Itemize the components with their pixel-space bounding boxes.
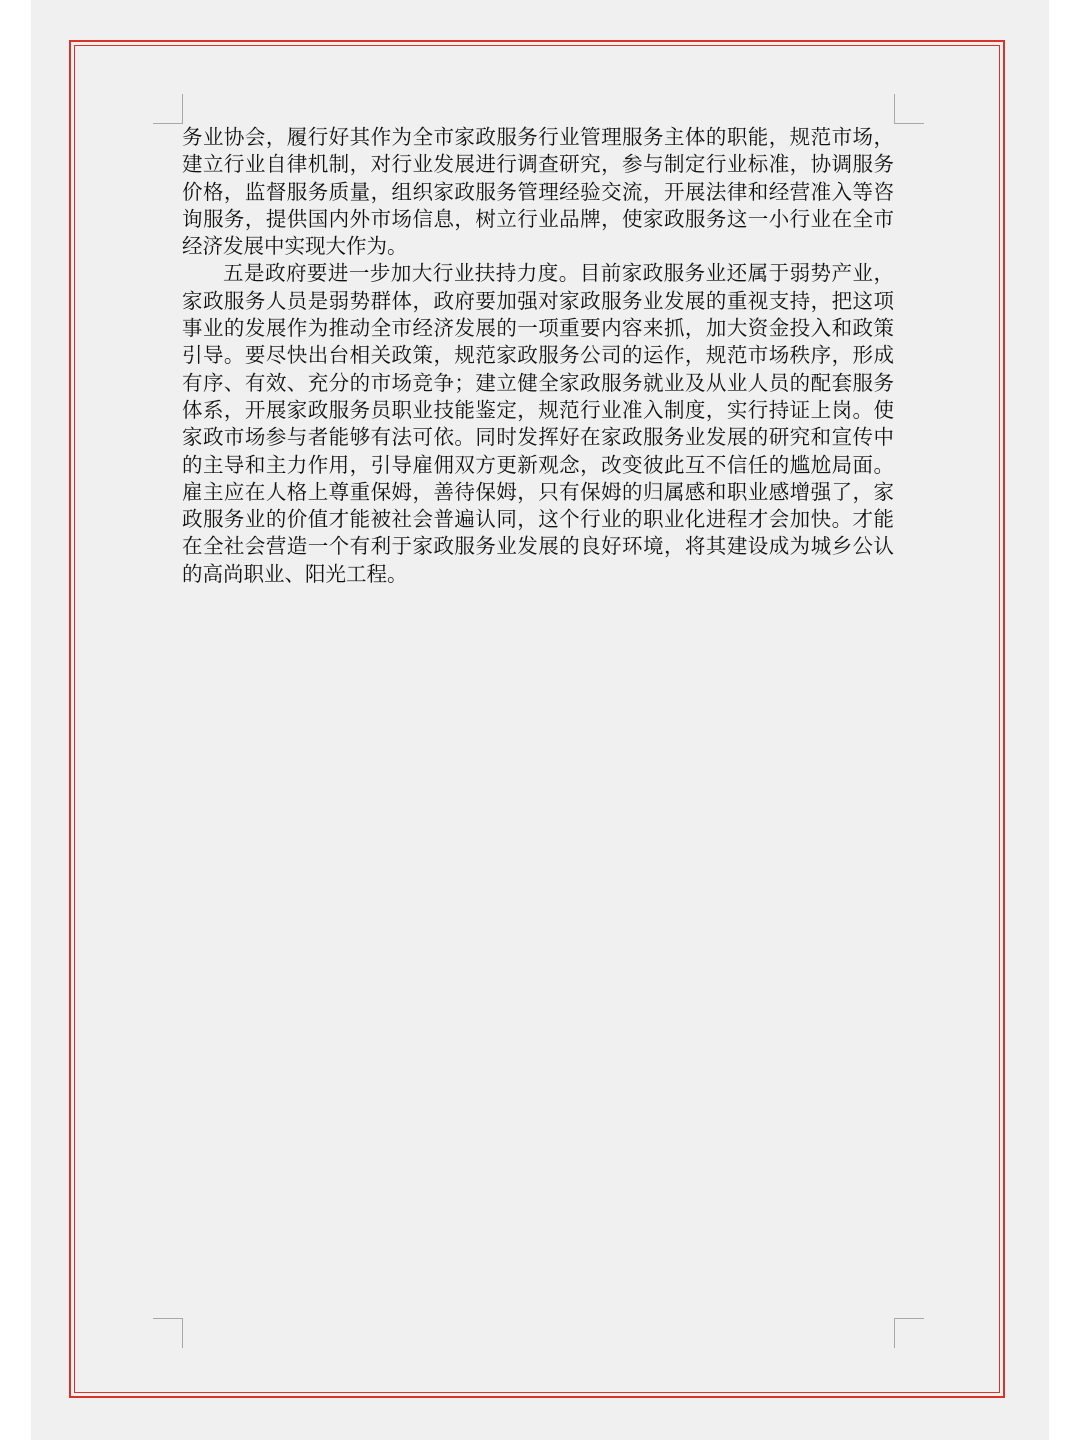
paragraph-continuation: 务业协会，履行好其作为全市家政服务行业管理服务主体的职能，规范市场，建立行业自律机制，对行业发展进行调查研究，参与制定行业标准，协调服务价格，监督服务质量，组织家政服务管理经验交流，开展法律和经营准入等咨询服务，提供国内外市场信息，树立行业品牌，使家政服务这一小行业在全市经济发展中实现大作为。 (182, 125, 894, 259)
margin-corner-mark-top-left (153, 94, 183, 124)
margin-corner-mark-bottom-right (894, 1318, 924, 1348)
paragraph-government-support: 五是政府要进一步加大行业扶持力度。目前家政服务业还属于弱势产业，家政服务人员是弱势群体，政府要加强对家政服务业发展的重视支持，把这项事业的发展作为推动全市经济发展的一项重要内容来抓，加大资金投入和政策引导。要尽快出台相关政策，规范家政服务公司的运作，规范市场秩序，形成有序、有效、充分的市场竞争；建立健全家政服务就业及从业人员的配套服务体系，开展家政服务员职业技能鉴定，规范行业准入制度，实行持证上岗。使家政市场参与者能够有法可依。同时发挥好在家政服务业发展的研究和宣传中的主导和主力作用，引导雇佣双方更新观念，改变彼此互不信任的尴尬局面。雇主应在人格上尊重保姆，善待保姆，只有保姆的归属感和职业感增强了，家政服务业的价值才能被社会普遍认同，这个行业的职业化进程才会加快。才能在全社会营造一个有利于家政服务业发展的良好环境，将其建设成为城乡公认的高尚职业、阳光工程。 (182, 261, 894, 586)
document-body[interactable] (182, 124, 894, 588)
margin-corner-mark-bottom-left (153, 1318, 183, 1348)
margin-corner-mark-top-right (894, 94, 924, 124)
